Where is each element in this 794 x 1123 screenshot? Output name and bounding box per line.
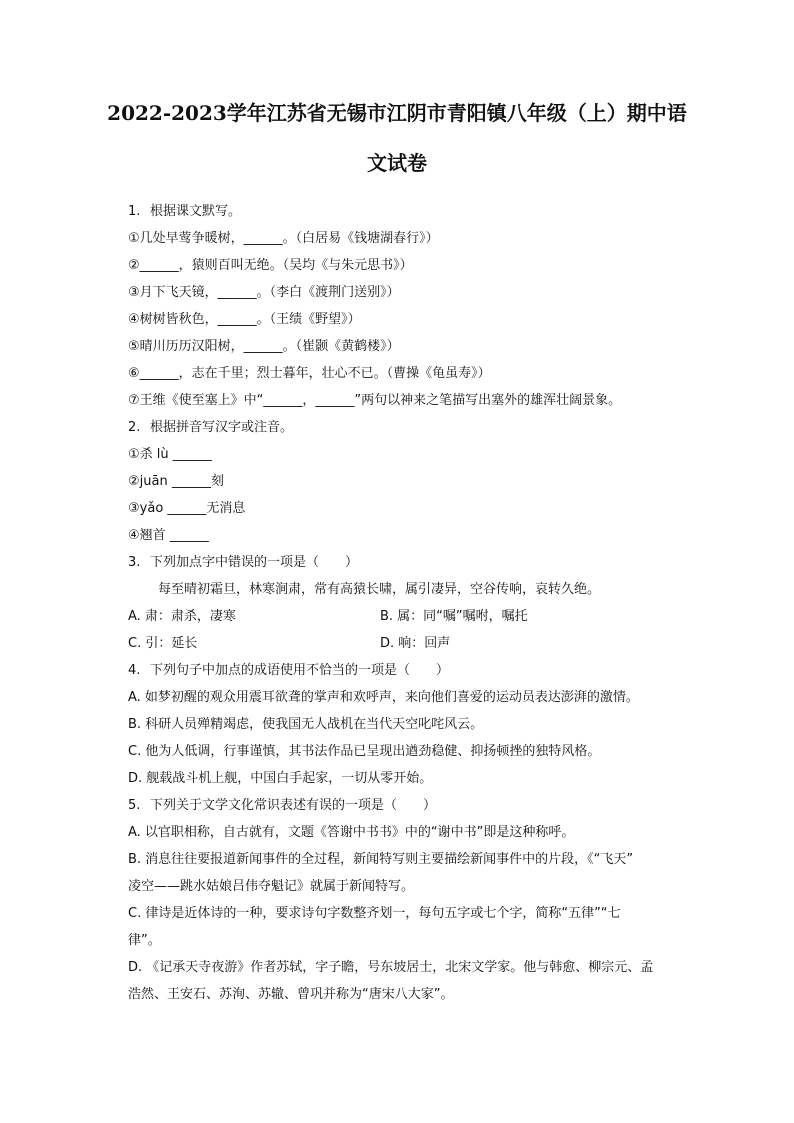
q4-option-b: B. 科研人员殚精竭虑，使我国无人战机在当代天空叱咤风云。: [128, 717, 484, 732]
question-number: 4.: [128, 663, 141, 678]
q1-item: ④树树皆秋色，______。（王绩《野望》）: [128, 312, 361, 327]
q5-line: B. 消息往往要报道新闻事件的全过程，新闻特写则主要描绘新闻事件中的片段，《“飞天”: [128, 852, 634, 867]
question-5-stem: 5. 下列关于文学文化常识表述有误的一项是（ ）: [128, 792, 718, 819]
q3-passage: 每至晴初霜旦，林寒涧肃，常有高猿长啸，属引凄异，空谷传响，哀转久绝。: [158, 582, 601, 597]
q5-line: 凌空——跳水姑娘吕伟夺魁记》就属于新闻特写。: [128, 879, 415, 894]
q1-item: ⑤晴川历历汉阳树，______。（崔颢《黄鹤楼》）: [128, 339, 400, 354]
q1-item: ⑥______，志在千里；烈士暮年，壮心不已。（曹操《龟虽寿》）: [128, 366, 491, 381]
q3-option-c: C. 引：延长: [128, 636, 198, 651]
question-number: 1.: [128, 204, 141, 219]
q2-item: ①杀 lù ______: [128, 447, 212, 462]
q3-option-b: B. 属：同“嘱”嘱咐，嘱托: [380, 609, 528, 624]
question-number: 3.: [128, 555, 141, 570]
q5-line: D. 《记承天寺夜游》作者苏轼，字子瞻，号东坡居士，北宋文学家。他与韩愈、柳宗元、孟: [128, 960, 654, 975]
q5-line: 浩然、王安石、苏洵、苏辙、曾巩并称为“唐宋八大家”。: [128, 987, 454, 1002]
q3-options-row: [128, 630, 718, 657]
question-4-stem: 4. 下列句子中加点的成语使用不恰当的一项是（ ）: [128, 657, 718, 684]
exam-title: [80, 88, 714, 188]
question-number: 2.: [128, 420, 141, 435]
q5-line: 律”。: [128, 933, 161, 948]
question-1-stem: 1. 根据课文默写。: [128, 198, 718, 225]
q4-option-c: C. 他为人低调，行事谨慎，其书法作品已呈现出遒劲稳健、抑扬顿挫的独特风格。: [128, 744, 601, 759]
q1-item: ①几处早莺争暖树，______。（白居易《钱塘湖春行》）: [128, 231, 439, 246]
exam-content: [128, 198, 718, 1008]
title-line-2: 文试卷: [367, 151, 427, 175]
question-3-stem: 3. 下列加点字中错误的一项是（ ）: [128, 549, 718, 576]
q2-item: ③yǎo ______无消息: [128, 501, 246, 516]
q5-line: A. 以官职相称，自古就有，文题《答谢中书书》中的“谢中书”即是这种称呼。: [128, 825, 575, 840]
q2-item: ④翘首 ______: [128, 528, 209, 543]
q3-option-d: D. 响：回声: [380, 636, 451, 651]
q2-item: ②juān ______刻: [128, 474, 224, 489]
q5-line: C. 律诗是近体诗的一种，要求诗句字数整齐划一，每句五字或七个字，简称“五律”“七: [128, 906, 621, 921]
q4-option-d: D. 舰载战斗机上舰，中国白手起家，一切从零开始。: [128, 771, 433, 786]
q1-item: ③月下飞天镜，______。（李白《渡荆门送别》）: [128, 285, 400, 300]
question-2-stem: 2. 根据拼音写汉字或注音。: [128, 414, 718, 441]
title-line-1: 2022-2023学年江苏省无锡市江阴市青阳镇八年级（上）期中语: [107, 101, 687, 125]
q3-option-a: A. 肃：肃杀，凄寒: [128, 609, 236, 624]
q1-item: ⑦王维《使至塞上》中“______，______”两句以神来之笔描写出塞外的雄浑壮阔景象。: [128, 393, 622, 408]
q3-options-row: [128, 603, 718, 630]
q1-item: ②______，猿则百叫无绝。（吴均《与朱元思书》）: [128, 258, 413, 273]
q4-option-a: A. 如梦初醒的观众用震耳欲聋的掌声和欢呼声，来向他们喜爱的运动员表达澎湃的激情。: [128, 690, 639, 705]
question-number: 5.: [128, 798, 141, 813]
